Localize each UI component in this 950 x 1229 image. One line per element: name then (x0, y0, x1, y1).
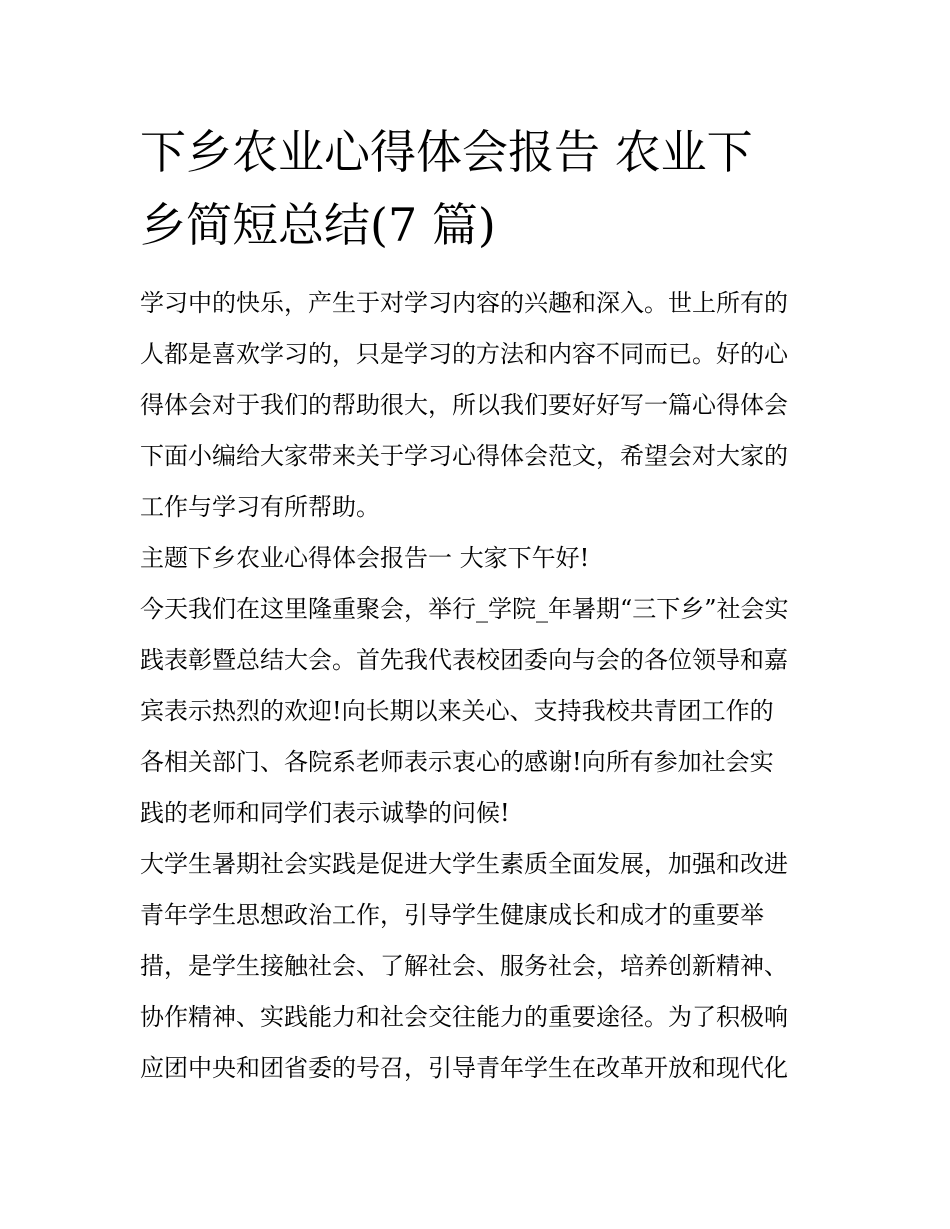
text-line: 宾表示热烈的欢迎!向长期以来关心、支持我校共青团工作的 (140, 697, 774, 725)
title-line: 乡简短总结(7 篇) (140, 198, 496, 252)
text-line: 践表彰暨总结大会。首先我代表校团委向与会的各位领导和嘉 (140, 646, 788, 674)
title-line: 下乡农业心得体会报告 农业下 (140, 125, 753, 179)
text-line: 下面小编给大家带来关于学习心得体会范文，希望会对大家的 (140, 442, 788, 470)
text-line: 措，是学生接触社会、了解社会、服务社会，培养创新精神、 (140, 952, 788, 980)
intro-paragraph (140, 278, 812, 533)
document-title (140, 116, 820, 262)
text-line: 主题下乡农业心得体会报告一 大家下午好! (140, 544, 590, 572)
text-line: 各相关部门、各院系老师表示衷心的感谢!向所有参加社会实 (140, 748, 774, 776)
text-line: 学习中的快乐，产生于对学习内容的兴趣和深入。世上所有的 (140, 289, 788, 317)
text-line: 工作与学习有所帮助。 (140, 493, 380, 521)
body-paragraph (140, 839, 812, 1094)
text-line: 协作精神、实践能力和社会交往能力的重要途径。为了积极响 (140, 1003, 788, 1031)
text-line: 践的老师和同学们表示诚挚的问候! (140, 799, 510, 827)
text-line: 应团中央和团省委的号召，引导青年学生在改革开放和现代化 (140, 1054, 788, 1082)
section-heading-paragraph (140, 533, 812, 584)
text-line: 今天我们在这里隆重聚会，举行_学院_年暑期“三下乡”社会实 (140, 595, 789, 623)
text-line: 人都是喜欢学习的，只是学习的方法和内容不同而已。好的心 (140, 340, 788, 368)
text-line: 得体会对于我们的帮助很大，所以我们要好好写一篇心得体会 (140, 391, 788, 419)
text-line: 青年学生思想政治工作，引导学生健康成长和成才的重要举 (140, 901, 764, 929)
text-line: 大学生暑期社会实践是促进大学生素质全面发展，加强和改进 (140, 850, 788, 878)
body-paragraph (140, 584, 812, 839)
document-body (140, 278, 812, 1094)
